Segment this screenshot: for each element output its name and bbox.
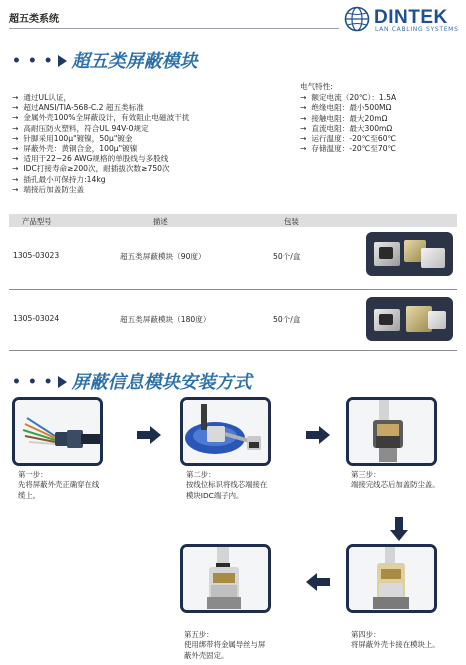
step2-image [180, 397, 271, 466]
step5-caption: 第五步： 使用绑带将金属导丝与屏 蔽外壳固定。 [184, 630, 266, 660]
step5-image [180, 544, 271, 613]
feature-item: → 高耐压防火塑料，符合UL 94V-0规定 [12, 124, 189, 134]
spec-item: → 存储温度：-20℃至70℃ [300, 144, 396, 154]
brand-name: DINTEK [374, 7, 448, 28]
dintek-globe-icon [344, 6, 370, 32]
spec-item: → 直流电阻：最大300mΩ [300, 124, 396, 134]
col-header-description: 描述 [153, 217, 168, 226]
feature-item: → 针脚采用100μ"镀镍，50μ"镀金 [12, 134, 189, 144]
step4-image [346, 544, 437, 613]
brand-logo [344, 6, 460, 34]
brand-subtitle: LAN CABLING SYSTEMS [375, 26, 459, 33]
step1-illustration [15, 400, 100, 463]
cell-packaging: 50个/盒 [273, 252, 301, 261]
feature-item: → 端接后加盖防尘盖 [12, 185, 189, 195]
step3-caption: 第三步： 端接完线芯后加盖防尘盖。 [351, 470, 440, 490]
feature-item: → 金属外壳100%全屏蔽设计，有效阻止电磁波干扰 [12, 113, 189, 123]
feature-item: → 插孔最小可保持力:14kg [12, 175, 189, 185]
arrow-right-icon [137, 426, 161, 444]
step3-image [346, 397, 437, 466]
cell-description: 超五类屏蔽模块（180度） [120, 315, 211, 324]
arrow-down-icon [390, 517, 408, 541]
feature-item: → 超过ANSI/TIA-568-C.2 超五类标准 [12, 103, 189, 113]
col-header-model: 产品型号 [22, 217, 52, 226]
page-category: 超五类系统 [9, 14, 59, 25]
cell-model: 1305-03024 [13, 314, 60, 323]
feature-item: → IDC打接寿命≥200次，耐插拔次数≥750次 [12, 164, 189, 174]
feature-item: → 屏蔽外壳：黄铜合金，100μ"镀镍 [12, 144, 189, 154]
step4-illustration [349, 547, 434, 610]
spec-item: → 运行温度：-20℃至60℃ [300, 134, 396, 144]
product-table-header [9, 214, 457, 227]
arrow-right-icon [306, 426, 330, 444]
section-title-shielded-module: • • • 超五类屏蔽模块 [12, 51, 198, 72]
table-row-divider [9, 350, 457, 351]
cell-description: 超五类屏蔽模块（90度） [120, 252, 206, 261]
triangle-bullet-icon [58, 376, 67, 388]
feature-item: → 通过UL认证， [12, 93, 189, 103]
cell-packaging: 50个/盒 [273, 315, 301, 324]
electrical-specs-title: 电气特性: [300, 82, 333, 91]
electrical-specs [300, 82, 396, 154]
spec-item: → 接触电阻：最大20mΩ [300, 114, 396, 124]
triangle-bullet-icon [58, 55, 67, 67]
cell-model: 1305-03023 [13, 251, 60, 260]
step2-caption: 第二步： 按线位标识将线芯端接在 模块IDC端子内。 [186, 470, 268, 500]
step1-image [12, 397, 103, 466]
step5-illustration [183, 547, 268, 610]
step3-illustration [349, 400, 434, 463]
header-divider [9, 28, 339, 29]
spec-item: → 绝缘电阻：最小500MΩ [300, 103, 396, 113]
col-header-packaging: 包装 [284, 217, 299, 226]
table-row-divider [9, 289, 457, 290]
feature-item: → 适用于22~26 AWG规格的单股线与多股线 [12, 154, 189, 164]
feature-list [12, 93, 189, 195]
section-title-installation: • • • 屏蔽信息模块安装方式 [12, 372, 252, 393]
arrow-left-icon [306, 573, 330, 591]
step1-caption: 第一步： 先将屏蔽外壳正确穿在线 缆上。 [18, 470, 100, 500]
step4-caption: 第四步： 将屏蔽外壳卡接在模块上。 [351, 630, 440, 650]
product-image-90deg [366, 232, 453, 276]
step2-illustration [183, 400, 268, 463]
product-image-180deg [366, 297, 453, 341]
spec-item: → 额定电流（20℃）：1.5A [300, 93, 396, 103]
